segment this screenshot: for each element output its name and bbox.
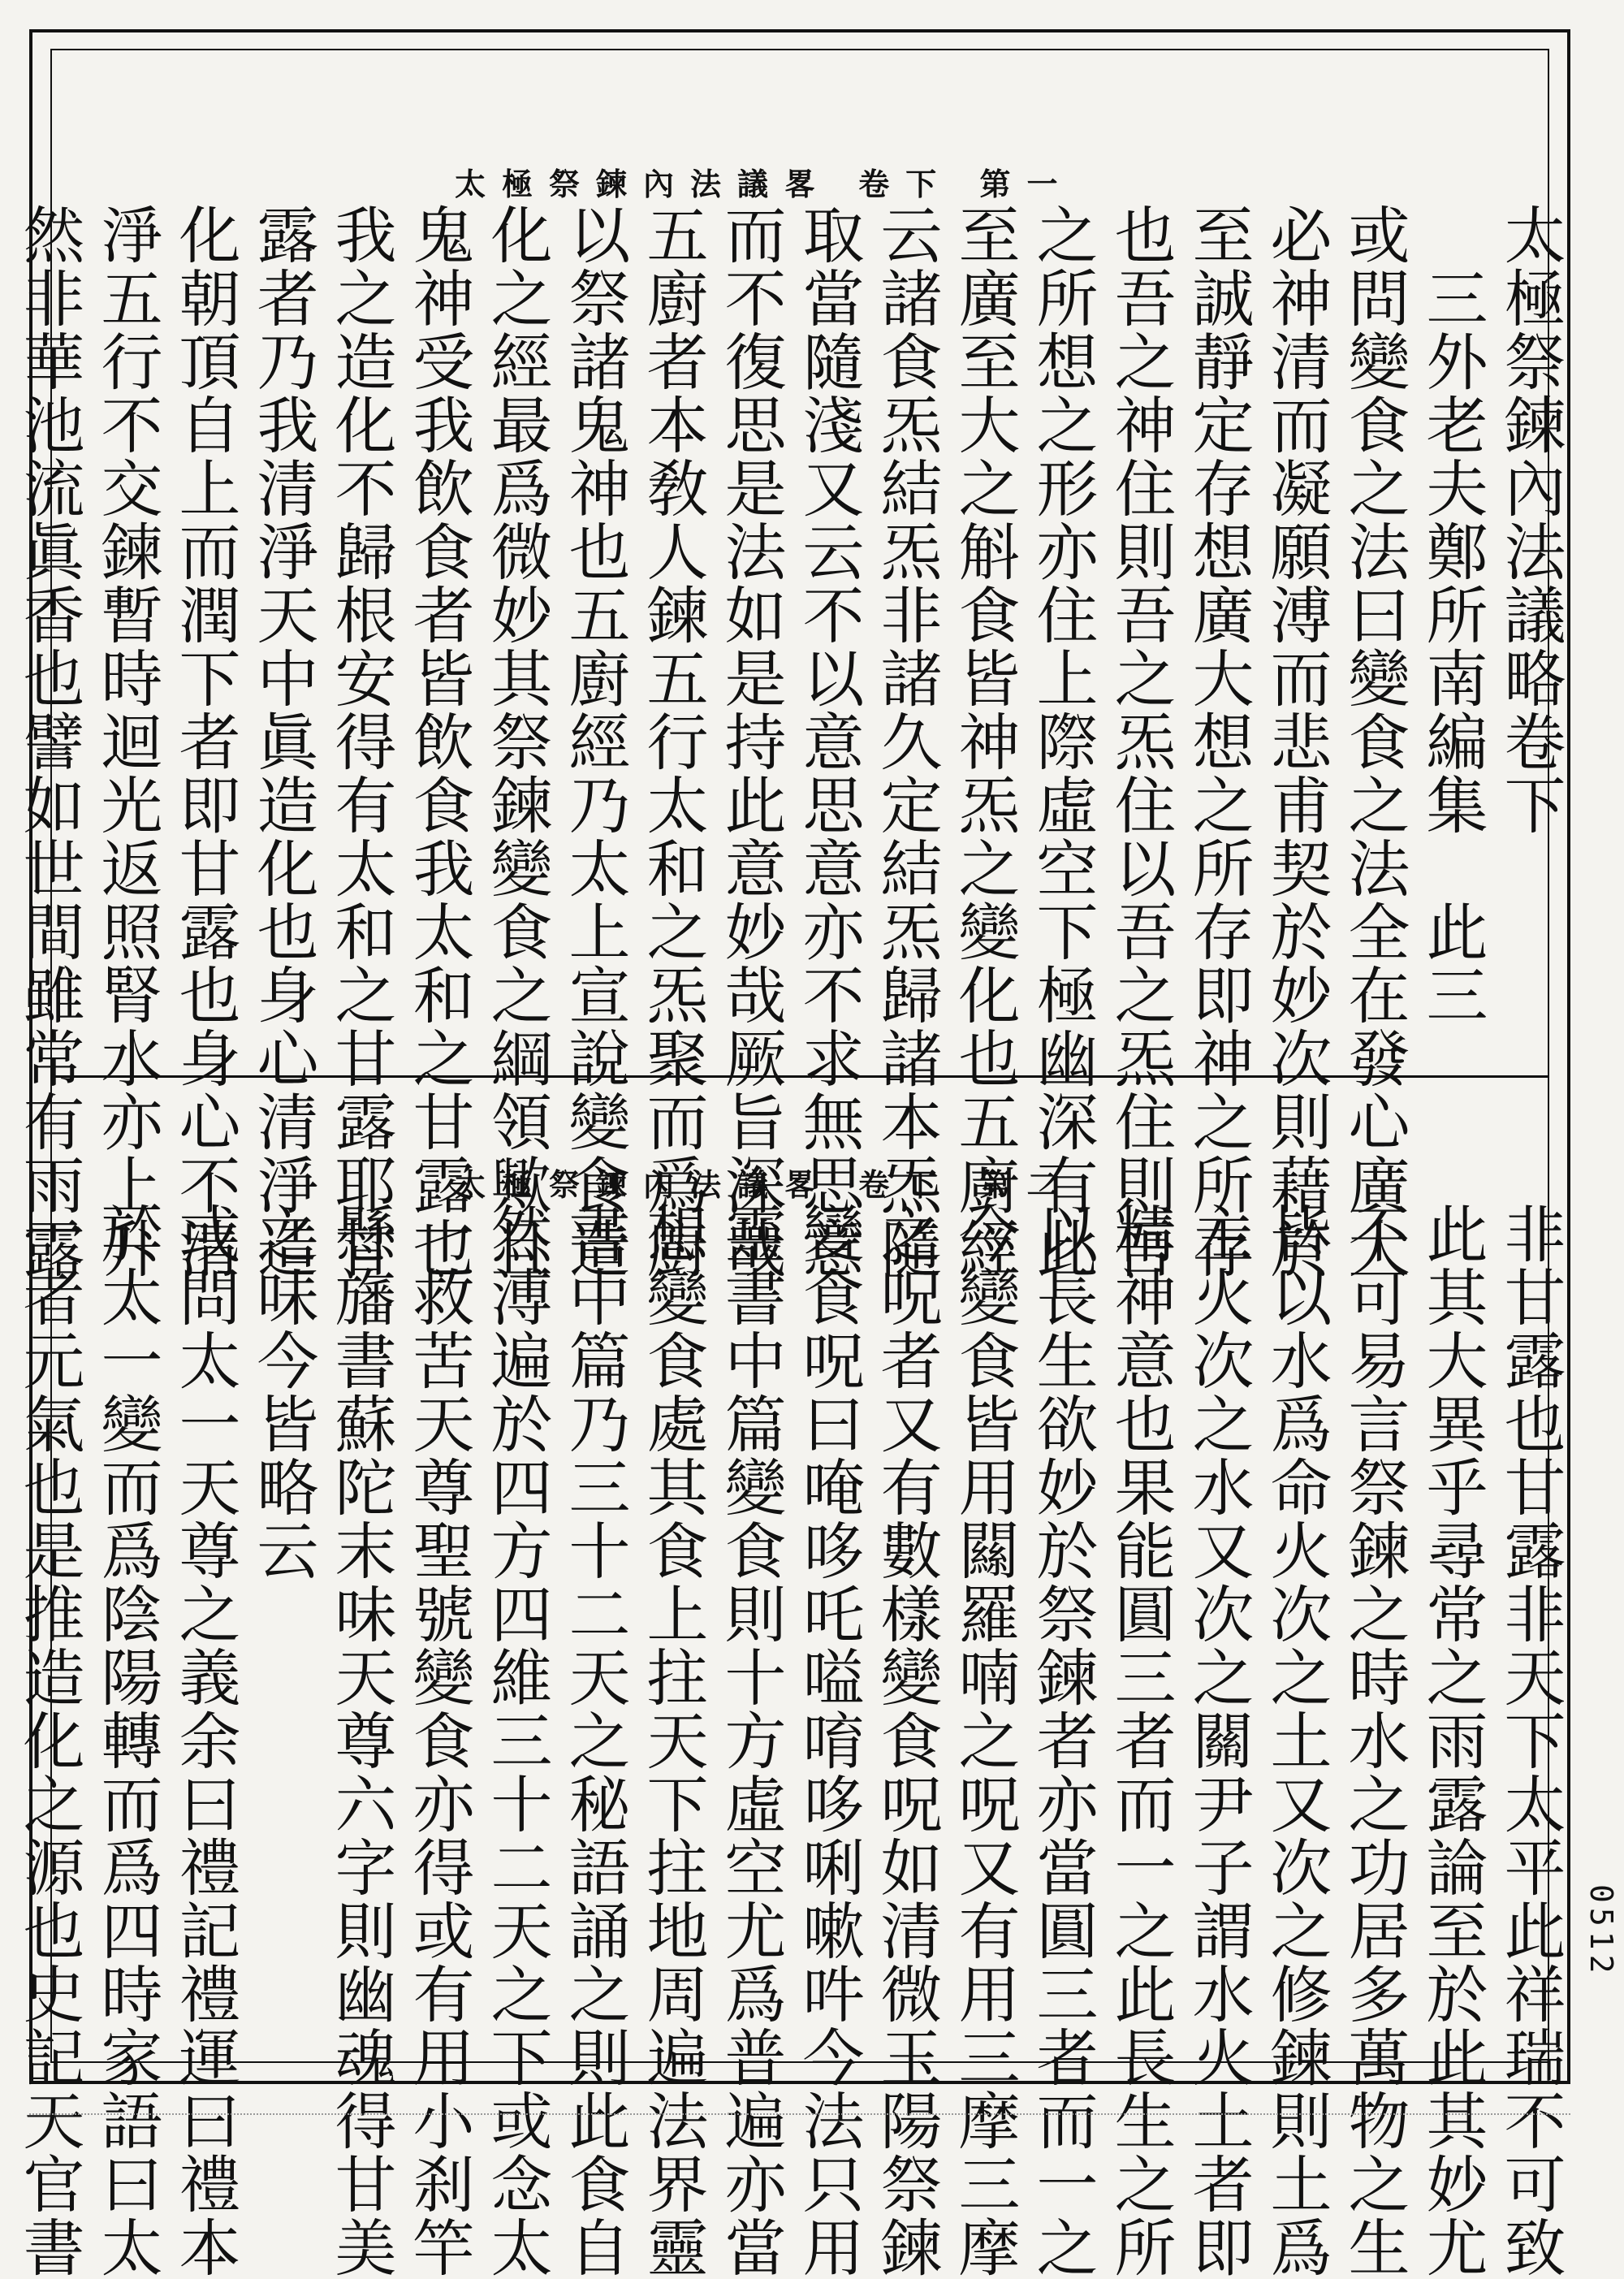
text-column: 必神清而凝願溥而悲甫契於妙次則藉於 xyxy=(1260,203,1332,1280)
text-column: 非甘露也甘露非天下太平此祥瑞不可致 xyxy=(1494,1202,1566,2279)
text-column: 或問變食之法曰變食之法全在發心廣大 xyxy=(1338,203,1410,1280)
text-column: 露者乃我清淨天中眞造化也身心清淨造 xyxy=(247,203,319,1280)
text-column: 想變食處其食上拄天下拄地周遍法界靈 xyxy=(637,1202,709,2279)
text-column: 也吾之神住則吾之炁住以吾之炁住則吾 xyxy=(1104,203,1177,1280)
text-column: 取當隨淺又云不以意思意亦不求無思意 xyxy=(793,203,865,1280)
text-column: 書中篇乃三十二天之秘語誦之則此食自 xyxy=(559,1202,631,2279)
text-column: 之呪者又有數樣變食呪如清微玉陽祭鍊 xyxy=(870,1202,943,2279)
text-column: 主火次之水又次之關尹子謂水火土者即 xyxy=(1182,1202,1255,2279)
text-column: 云諸食炁結炁非諸久定結炁歸諸本炁隨 xyxy=(870,203,943,1280)
text-column: 化朝頂自上而潤下者即甘露也身心不清 xyxy=(169,203,241,1280)
text-column: 一者元氣也是推造化之源也史記天官書 xyxy=(13,1202,85,2279)
text-column: 以祭諸鬼神也五廚經乃太上宣說變食造 xyxy=(559,203,631,1280)
text-column: 靈書中篇變食則十方虛空尤爲普遍亦當 xyxy=(715,1202,787,2279)
text-column: 懸旛書蘇陀末味天尊六字則幽魂得甘美 xyxy=(325,1202,397,2279)
text-column: 至廣至大之斛食皆神炁之變化也五廚經 xyxy=(948,203,1021,1280)
text-column: 或問太一天尊之義余曰禮記禮運曰禮本 xyxy=(169,1202,241,2279)
text-column: 之味今皆略云 xyxy=(247,1202,319,1582)
upper-page-header: 太極祭鍊內法議畧 卷下 第一 xyxy=(455,166,1074,202)
text-column: 太極祭鍊內法議略卷下 xyxy=(1494,203,1566,837)
text-column: 皆以水爲命火次之土又次之修鍊則土爲 xyxy=(1260,1202,1332,2279)
text-column: 精神意也果能圓三者而一之此長生之所 xyxy=(1104,1202,1177,2279)
text-column: 此其大異乎尋常之雨露論至於此其妙尤 xyxy=(1416,1202,1488,2279)
text-column: 然溥遍於四方四維三十二天之下或念太 xyxy=(481,1202,553,2279)
text-column: 於太一變而爲陰陽轉而爲四時家語曰太 xyxy=(91,1202,163,2279)
text-column: 然非華池流眞香也譬如世間雖常有雨露 xyxy=(13,203,85,1280)
lower-page-text xyxy=(13,1202,1569,2279)
text-column: 淨五行不交鍊暫時迴光返照腎水亦上升 xyxy=(91,203,163,1280)
text-column: 五廚者本敎人鍊五行太和之炁聚而爲廚 xyxy=(637,203,709,1280)
text-column: 至誠靜定存想廣大想之所存即神之所存 xyxy=(1182,203,1255,1280)
text-column: 以長生欲妙於祭鍊者亦當圓三者而一之 xyxy=(1026,1202,1099,2279)
text-column: 今變食皆用𨶹羅喃之呪又有用三摩三摩 xyxy=(948,1202,1021,2279)
page-number: 0512 xyxy=(1583,1884,1619,1978)
bottom-dotted-rule xyxy=(29,2113,1570,2115)
text-column: 鬼神受我飲食者皆飲食我太和之甘露也 xyxy=(403,203,475,1280)
text-column: 我之造化不歸根安得有太和之甘露耶甘 xyxy=(325,203,397,1280)
lower-page-header: 太極祭鍊內法議畧 卷下 第二 xyxy=(455,1166,1074,1203)
text-column: 三外老夫鄭所南編集 此三 xyxy=(1416,203,1488,1027)
text-column: 一救苦天尊聖號變食亦得或有用小刹竿 xyxy=(403,1202,475,2279)
text-column: 化之經最爲微妙其祭鍊變食之綱領歟且 xyxy=(481,203,553,1280)
text-column: 不可易言祭鍊之時水之功居多萬物之生 xyxy=(1338,1202,1410,2279)
text-column: 變食呪曰唵哆吒嗌唷哆唎嗽吽今法只用 xyxy=(793,1202,865,2279)
text-column: 之所想之形亦住上際虛空下極幽深有此 xyxy=(1026,203,1099,1280)
text-column: 而不復思是法如是持此意妙哉厥旨深哉 xyxy=(715,203,787,1280)
